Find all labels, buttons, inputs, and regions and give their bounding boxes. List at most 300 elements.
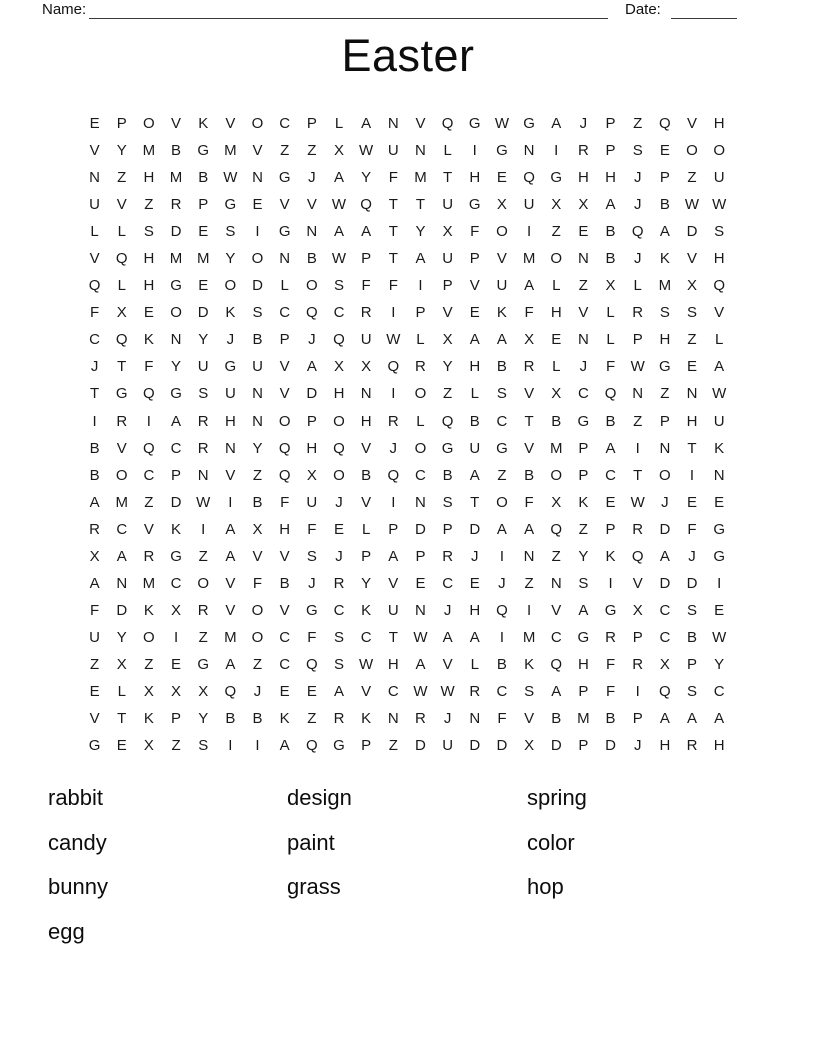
grid-cell: Q: [631, 223, 644, 241]
grid-cell: N: [252, 385, 263, 403]
grid-cell: W: [223, 169, 238, 187]
grid-cell: J: [308, 331, 316, 349]
grid-cell: T: [117, 710, 127, 728]
grid-cell: W: [440, 683, 455, 700]
grid-cell: C: [713, 683, 725, 700]
grid-cell: P: [361, 250, 372, 268]
grid-cell: S: [687, 304, 698, 322]
grid-cell: O: [333, 412, 345, 430]
grid-cell: C: [496, 683, 508, 700]
grid-cell: E: [551, 331, 562, 349]
grid-cell: J: [443, 710, 452, 728]
grid-cell: O: [170, 304, 182, 322]
grid-cell: I: [499, 547, 504, 565]
grid-cell: S: [524, 683, 535, 700]
grid-cell: K: [605, 547, 616, 565]
grid-cell: Q: [713, 277, 725, 295]
grid-cell: X: [116, 655, 127, 673]
grid-cell: B: [659, 196, 670, 214]
grid-cell: Q: [496, 601, 508, 619]
grid-cell: X: [551, 493, 562, 511]
grid-cell: C: [333, 304, 345, 322]
grid-cell: S: [143, 223, 154, 241]
grid-cell: T: [388, 250, 398, 268]
grid-cell: C: [279, 115, 291, 133]
grid-cell: E: [198, 277, 209, 295]
grid-cell: H: [387, 655, 399, 673]
grid-cell: B: [551, 412, 562, 430]
grid-cell: O: [414, 385, 427, 403]
grid-cell: L: [470, 385, 479, 403]
grid-cell: H: [577, 169, 589, 187]
grid-cell: M: [142, 142, 156, 160]
grid-cell: R: [333, 574, 345, 592]
grid-cell: U: [89, 196, 100, 214]
grid-cell: Q: [305, 655, 318, 673]
grid-cell: O: [278, 412, 291, 430]
grid-cell: C: [279, 304, 291, 322]
grid-cell: V: [442, 655, 453, 673]
grid-cell: N: [632, 385, 644, 403]
grid-cell: Z: [497, 466, 507, 484]
grid-cell: I: [608, 574, 613, 592]
grid-cell: B: [225, 710, 236, 728]
grid-cell: O: [143, 115, 155, 133]
grid-cell: Z: [252, 655, 263, 673]
grid-cell: E: [89, 683, 100, 700]
grid-cell: S: [252, 304, 263, 322]
grid-cell: G: [468, 196, 481, 214]
grid-cell: O: [550, 466, 563, 484]
grid-cell: R: [442, 547, 454, 565]
grid-cell: N: [252, 412, 263, 430]
grid-cell: T: [117, 358, 127, 376]
name-label: Name:: [42, 1, 87, 18]
grid-cell: P: [578, 439, 589, 457]
grid-cell: Z: [280, 142, 290, 160]
grid-cell: J: [308, 169, 316, 187]
grid-cell: A: [333, 223, 344, 241]
grid-cell: U: [360, 331, 372, 349]
grid-cell: K: [143, 331, 154, 349]
grid-cell: P: [171, 466, 182, 484]
grid-cell: H: [224, 412, 236, 430]
grid-cell: V: [252, 142, 263, 160]
grid-cell: G: [278, 169, 291, 187]
grid-cell: R: [469, 683, 481, 700]
grid-cell: V: [361, 439, 372, 457]
grid-cell: M: [549, 439, 563, 457]
grid-cell: R: [143, 547, 155, 565]
grid-cell: X: [632, 601, 643, 619]
grid-cell: Q: [604, 385, 617, 403]
grid-cell: B: [89, 439, 100, 457]
grid-cell: B: [605, 250, 616, 268]
grid-cell: Q: [441, 412, 454, 430]
grid-cell: S: [306, 547, 317, 565]
grid-cell: S: [687, 601, 698, 619]
grid-cell: D: [415, 520, 426, 538]
grid-cell: O: [251, 601, 264, 619]
grid-cell: M: [115, 493, 128, 511]
grid-cell: U: [252, 358, 263, 376]
grid-cell: R: [577, 142, 589, 160]
grid-cell: R: [89, 520, 100, 538]
grid-cell: V: [714, 304, 725, 322]
grid-cell: S: [632, 142, 643, 160]
grid-cell: J: [90, 358, 99, 376]
grid-cell: V: [442, 304, 453, 322]
grid-cell: I: [391, 385, 396, 403]
grid-cell: C: [442, 574, 454, 592]
grid-cell: H: [605, 169, 616, 187]
grid-cell: A: [361, 223, 372, 241]
grid-cell: Z: [252, 466, 263, 484]
grid-cell: F: [388, 277, 398, 295]
grid-cell: J: [443, 601, 452, 619]
grid-cell: O: [115, 466, 128, 484]
grid-cell: I: [173, 628, 179, 646]
grid-cell: U: [387, 142, 399, 160]
grid-cell: E: [306, 683, 317, 700]
grid-cell: A: [415, 655, 426, 673]
grid-cell: T: [388, 196, 398, 214]
grid-cell: R: [197, 439, 209, 457]
grid-cell: V: [578, 304, 589, 322]
grid-cell: B: [605, 223, 616, 241]
grid-cell: O: [305, 277, 318, 295]
grid-cell: Z: [171, 737, 181, 755]
grid-cell: G: [115, 385, 128, 403]
grid-cell: Z: [307, 710, 317, 728]
grid-cell: D: [252, 277, 263, 295]
grid-cell: Z: [687, 169, 697, 187]
grid-cell: G: [604, 601, 617, 619]
grid-cell: X: [524, 331, 535, 349]
grid-cell: I: [499, 628, 504, 646]
grid-cell: O: [251, 250, 264, 268]
grid-cell: Y: [198, 331, 209, 349]
grid-cell: Y: [171, 358, 182, 376]
grid-cell: V: [116, 439, 127, 457]
grid-cell: G: [88, 737, 101, 755]
grid-cell: M: [142, 574, 156, 592]
grid-cell: P: [442, 277, 453, 295]
grid-cell: Z: [524, 574, 534, 592]
grid-cell: Q: [333, 439, 345, 457]
grid-cell: B: [469, 412, 480, 430]
grid-cell: N: [577, 250, 589, 268]
grid-cell: G: [550, 169, 563, 187]
grid-cell: G: [441, 439, 454, 457]
grid-cell: U: [496, 277, 508, 295]
grid-cell: C: [550, 628, 562, 646]
grid-cell: A: [605, 196, 616, 214]
date-label: Date:: [625, 1, 661, 18]
grid-cell: T: [687, 439, 697, 457]
grid-cell: G: [496, 439, 508, 457]
grid-cell: A: [333, 683, 344, 700]
grid-cell: D: [306, 385, 318, 403]
grid-cell: P: [388, 520, 399, 538]
grid-cell: F: [497, 710, 507, 728]
grid-cell: W: [630, 493, 645, 511]
grid-cell: W: [196, 493, 211, 511]
grid-cell: N: [415, 142, 426, 160]
grid-cell: Z: [551, 223, 561, 241]
grid-cell: I: [391, 304, 396, 322]
grid-cell: E: [143, 304, 154, 322]
grid-cell: V: [469, 277, 480, 295]
grid-cell: N: [89, 169, 100, 187]
grid-cell: P: [632, 710, 643, 728]
grid-cell: K: [714, 439, 725, 457]
grid-cell: X: [143, 737, 154, 755]
grid-cell: R: [116, 412, 128, 430]
grid-cell: I: [228, 737, 233, 755]
grid-cell: A: [89, 574, 100, 592]
grid-cell: Q: [659, 115, 671, 133]
grid-cell: V: [225, 574, 236, 592]
grid-cell: X: [442, 331, 453, 349]
grid-cell: D: [550, 737, 562, 755]
grid-cell: G: [170, 385, 182, 403]
grid-cell: P: [659, 412, 670, 430]
grid-cell: E: [496, 169, 507, 187]
grid-cell: V: [687, 115, 698, 133]
grid-cell: E: [333, 520, 344, 538]
grid-cell: I: [255, 223, 260, 241]
grid-cell: A: [659, 710, 670, 728]
grid-cell: B: [279, 574, 290, 592]
grid-cell: O: [713, 142, 725, 160]
grid-cell: H: [469, 358, 481, 376]
grid-cell: O: [496, 223, 508, 241]
grid-cell: N: [360, 385, 372, 403]
grid-cell: H: [686, 412, 698, 430]
grid-cell: Z: [307, 142, 317, 160]
grid-cell: N: [197, 466, 209, 484]
grid-cell: C: [605, 466, 616, 484]
grid-cell: L: [443, 142, 452, 160]
grid-cell: F: [252, 574, 263, 592]
grid-cell: J: [688, 547, 696, 565]
grid-cell: D: [197, 304, 209, 322]
grid-cell: A: [496, 331, 507, 349]
grid-cell: Z: [144, 493, 154, 511]
grid-cell: J: [308, 574, 316, 592]
word-item-spring: spring: [527, 785, 587, 810]
grid-cell: X: [252, 520, 263, 538]
grid-cell: P: [198, 196, 209, 214]
grid-cell: V: [361, 493, 372, 511]
grid-cell: T: [388, 628, 398, 646]
grid-cell: E: [252, 196, 263, 214]
grid-cell: P: [415, 547, 426, 565]
grid-cell: A: [714, 710, 725, 728]
grid-cell: Q: [523, 169, 535, 187]
grid-cell: V: [687, 250, 698, 268]
grid-cell: Q: [88, 277, 101, 295]
grid-cell: V: [252, 547, 263, 565]
grid-cell: B: [89, 466, 100, 484]
word-list-column-3: [527, 776, 587, 910]
grid-cell: S: [659, 304, 670, 322]
grid-cell: A: [605, 439, 616, 457]
grid-cell: G: [496, 142, 508, 160]
grid-cell: K: [578, 493, 589, 511]
grid-cell: I: [526, 223, 532, 241]
grid-cell: V: [225, 601, 236, 619]
grid-cell: S: [496, 385, 507, 403]
grid-cell: A: [687, 710, 698, 728]
grid-cell: U: [197, 358, 209, 376]
grid-cell: I: [255, 737, 260, 755]
grid-cell: L: [280, 277, 289, 295]
grid-cell: O: [333, 466, 345, 484]
grid-cell: P: [578, 466, 589, 484]
grid-cell: K: [524, 655, 535, 673]
grid-cell: P: [116, 115, 127, 133]
grid-cell: X: [659, 655, 670, 673]
grid-cell: F: [89, 304, 100, 322]
grid-cell: X: [496, 196, 507, 214]
grid-cell: B: [524, 466, 535, 484]
grid-cell: A: [116, 547, 127, 565]
grid-cell: B: [496, 358, 507, 376]
grid-cell: A: [578, 601, 589, 619]
grid-cell: O: [686, 142, 698, 160]
grid-cell: W: [630, 358, 645, 376]
grid-cell: P: [442, 520, 453, 538]
grid-cell: N: [306, 223, 318, 241]
grid-cell: R: [632, 520, 644, 538]
grid-cell: T: [524, 412, 534, 430]
grid-cell: H: [306, 439, 318, 457]
grid-cell: C: [89, 331, 100, 349]
grid-cell: B: [306, 250, 317, 268]
grid-cell: L: [361, 520, 371, 538]
grid-cell: A: [361, 115, 372, 133]
grid-cell: Y: [225, 250, 236, 268]
grid-cell: X: [687, 277, 698, 295]
grid-cell: I: [526, 601, 532, 619]
grid-cell: G: [713, 520, 725, 538]
grid-cell: H: [577, 655, 589, 673]
grid-cell: Q: [224, 683, 237, 700]
grid-cell: P: [605, 520, 616, 538]
grid-cell: C: [279, 655, 291, 673]
date-blank-line: [671, 0, 737, 19]
grid-cell: D: [469, 737, 481, 755]
grid-cell: N: [577, 331, 589, 349]
grid-cell: E: [198, 223, 209, 241]
grid-cell: J: [661, 493, 669, 511]
grid-cell: L: [552, 277, 561, 295]
grid-cell: X: [333, 142, 344, 160]
word-list-column-2: [287, 776, 352, 910]
grid-cell: C: [577, 385, 589, 403]
grid-cell: O: [659, 466, 671, 484]
grid-cell: W: [331, 250, 347, 268]
grid-cell: N: [415, 493, 426, 511]
grid-cell: J: [633, 250, 642, 268]
grid-cell: L: [416, 412, 425, 430]
grid-cell: N: [550, 574, 562, 592]
grid-cell: R: [170, 196, 182, 214]
grid-cell: X: [143, 683, 154, 700]
grid-cell: W: [386, 331, 401, 349]
grid-cell: C: [387, 683, 399, 700]
grid-cell: E: [687, 358, 698, 376]
grid-cell: N: [469, 710, 481, 728]
grid-cell: U: [89, 628, 100, 646]
grid-cell: U: [469, 439, 481, 457]
grid-cell: V: [361, 683, 372, 700]
grid-cell: N: [387, 710, 399, 728]
grid-cell: Q: [143, 385, 155, 403]
word-item-rabbit: rabbit: [48, 785, 104, 810]
word-item-design: design: [287, 785, 352, 810]
grid-cell: K: [143, 601, 154, 619]
grid-cell: F: [280, 493, 290, 511]
grid-cell: Y: [361, 169, 372, 187]
grid-cell: A: [171, 412, 182, 430]
grid-cell: L: [633, 277, 642, 295]
grid-cell: V: [524, 385, 535, 403]
grid-cell: J: [335, 547, 343, 565]
grid-cell: M: [169, 169, 183, 187]
grid-cell: E: [171, 655, 182, 673]
grid-cell: Q: [333, 331, 345, 349]
grid-cell: E: [687, 493, 698, 511]
grid-cell: R: [686, 737, 698, 755]
grid-cell: M: [196, 250, 210, 268]
grid-cell: R: [197, 601, 209, 619]
grid-cell: V: [524, 439, 535, 457]
grid-cell: Q: [115, 250, 128, 268]
grid-cell: E: [578, 223, 589, 241]
grid-cell: X: [171, 601, 182, 619]
grid-cell: B: [252, 493, 263, 511]
grid-cell: G: [278, 223, 291, 241]
grid-cell: L: [334, 115, 344, 133]
grid-cell: R: [333, 710, 345, 728]
grid-cell: V: [279, 358, 290, 376]
grid-cell: S: [225, 223, 236, 241]
grid-cell: U: [713, 412, 725, 430]
grid-cell: S: [333, 628, 344, 646]
grid-cell: V: [524, 710, 535, 728]
grid-cell: A: [659, 547, 670, 565]
grid-cell: B: [252, 331, 263, 349]
grid-cell: G: [170, 277, 182, 295]
grid-cell: Z: [89, 655, 100, 673]
grid-cell: P: [415, 304, 426, 322]
grid-cell: Z: [551, 547, 561, 565]
grid-cell: X: [361, 358, 372, 376]
grid-cell: Q: [278, 466, 291, 484]
grid-cell: X: [551, 196, 562, 214]
grid-cell: R: [523, 358, 535, 376]
grid-cell: Y: [714, 655, 725, 673]
grid-cell: Y: [442, 358, 453, 376]
grid-cell: A: [524, 520, 535, 538]
grid-cell: L: [117, 277, 126, 295]
grid-cell: N: [252, 169, 263, 187]
grid-cell: E: [116, 737, 127, 755]
grid-cell: F: [89, 601, 100, 619]
